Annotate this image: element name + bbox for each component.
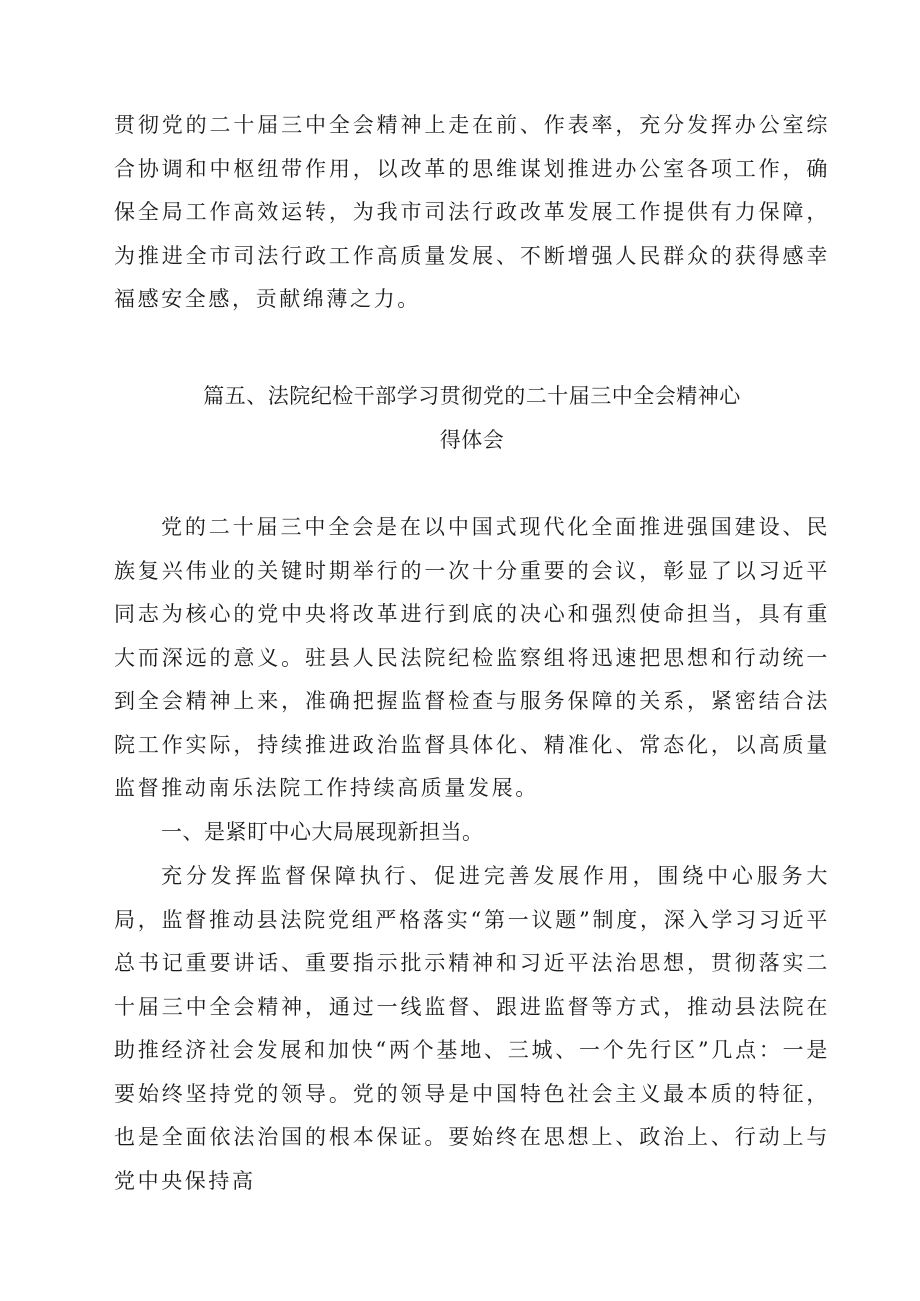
section-title-line-2: 得体会	[439, 428, 505, 452]
section-heading-1: 一、是紧盯中心大局展现新担当。	[161, 820, 484, 844]
body-paragraph-1: 党的二十届三中全会是在以中国式现代化全面推进强国建设、民族复兴伟业的关键时期举行的一次十分重要的会议，彰显了以习近平同志为核心的党中央将改革进行到底的决心和强烈使命担当，具有重大而深远的意义。驻县人民法院纪检监察组将迅速把思想和行动统一到全会精神上来，准确把握监督检查与服务保障的关系，紧密结合法院工作实际，持续推进政治监督具体化、精准化、常态化，以高质量监督推动南乐法院工作持续高质量发展。	[114, 515, 830, 800]
section-title-line-1: 篇五、法院纪检干部学习贯彻党的二十届三中全会精神心	[203, 384, 741, 408]
body-paragraph-2: 充分发挥监督保障执行、促进完善发展作用，围绕中心服务大局，监督推动县法院党组严格落实“第一议题”制度，深入学习习近平总书记重要讲话、重要指示批示精神和习近平法治思想，贯彻落实二十届三中全会精神，通过一线监督、跟进监督等方式，推动县法院在助推经济社会发展和加快“两个基地、三城、一个先行区”几点：一是要始终坚持党的领导。党的领导是中国特色社会主义最本质的特征，也是全面依法治国的根本保证。要始终在思想上、政治上、行动上与党中央保持高	[114, 864, 830, 1193]
intro-paragraph: 贯彻党的二十届三中全会精神上走在前、作表率，充分发挥办公室综合协调和中枢纽带作用，以改革的思维谋划推进办公室各项工作，确保全局工作高效运转，为我市司法行政改革发展工作提供有力保障，为推进全市司法行政工作高质量发展、不断增强人民群众的获得感幸福感安全感，贡献绵薄之力。	[114, 113, 830, 311]
